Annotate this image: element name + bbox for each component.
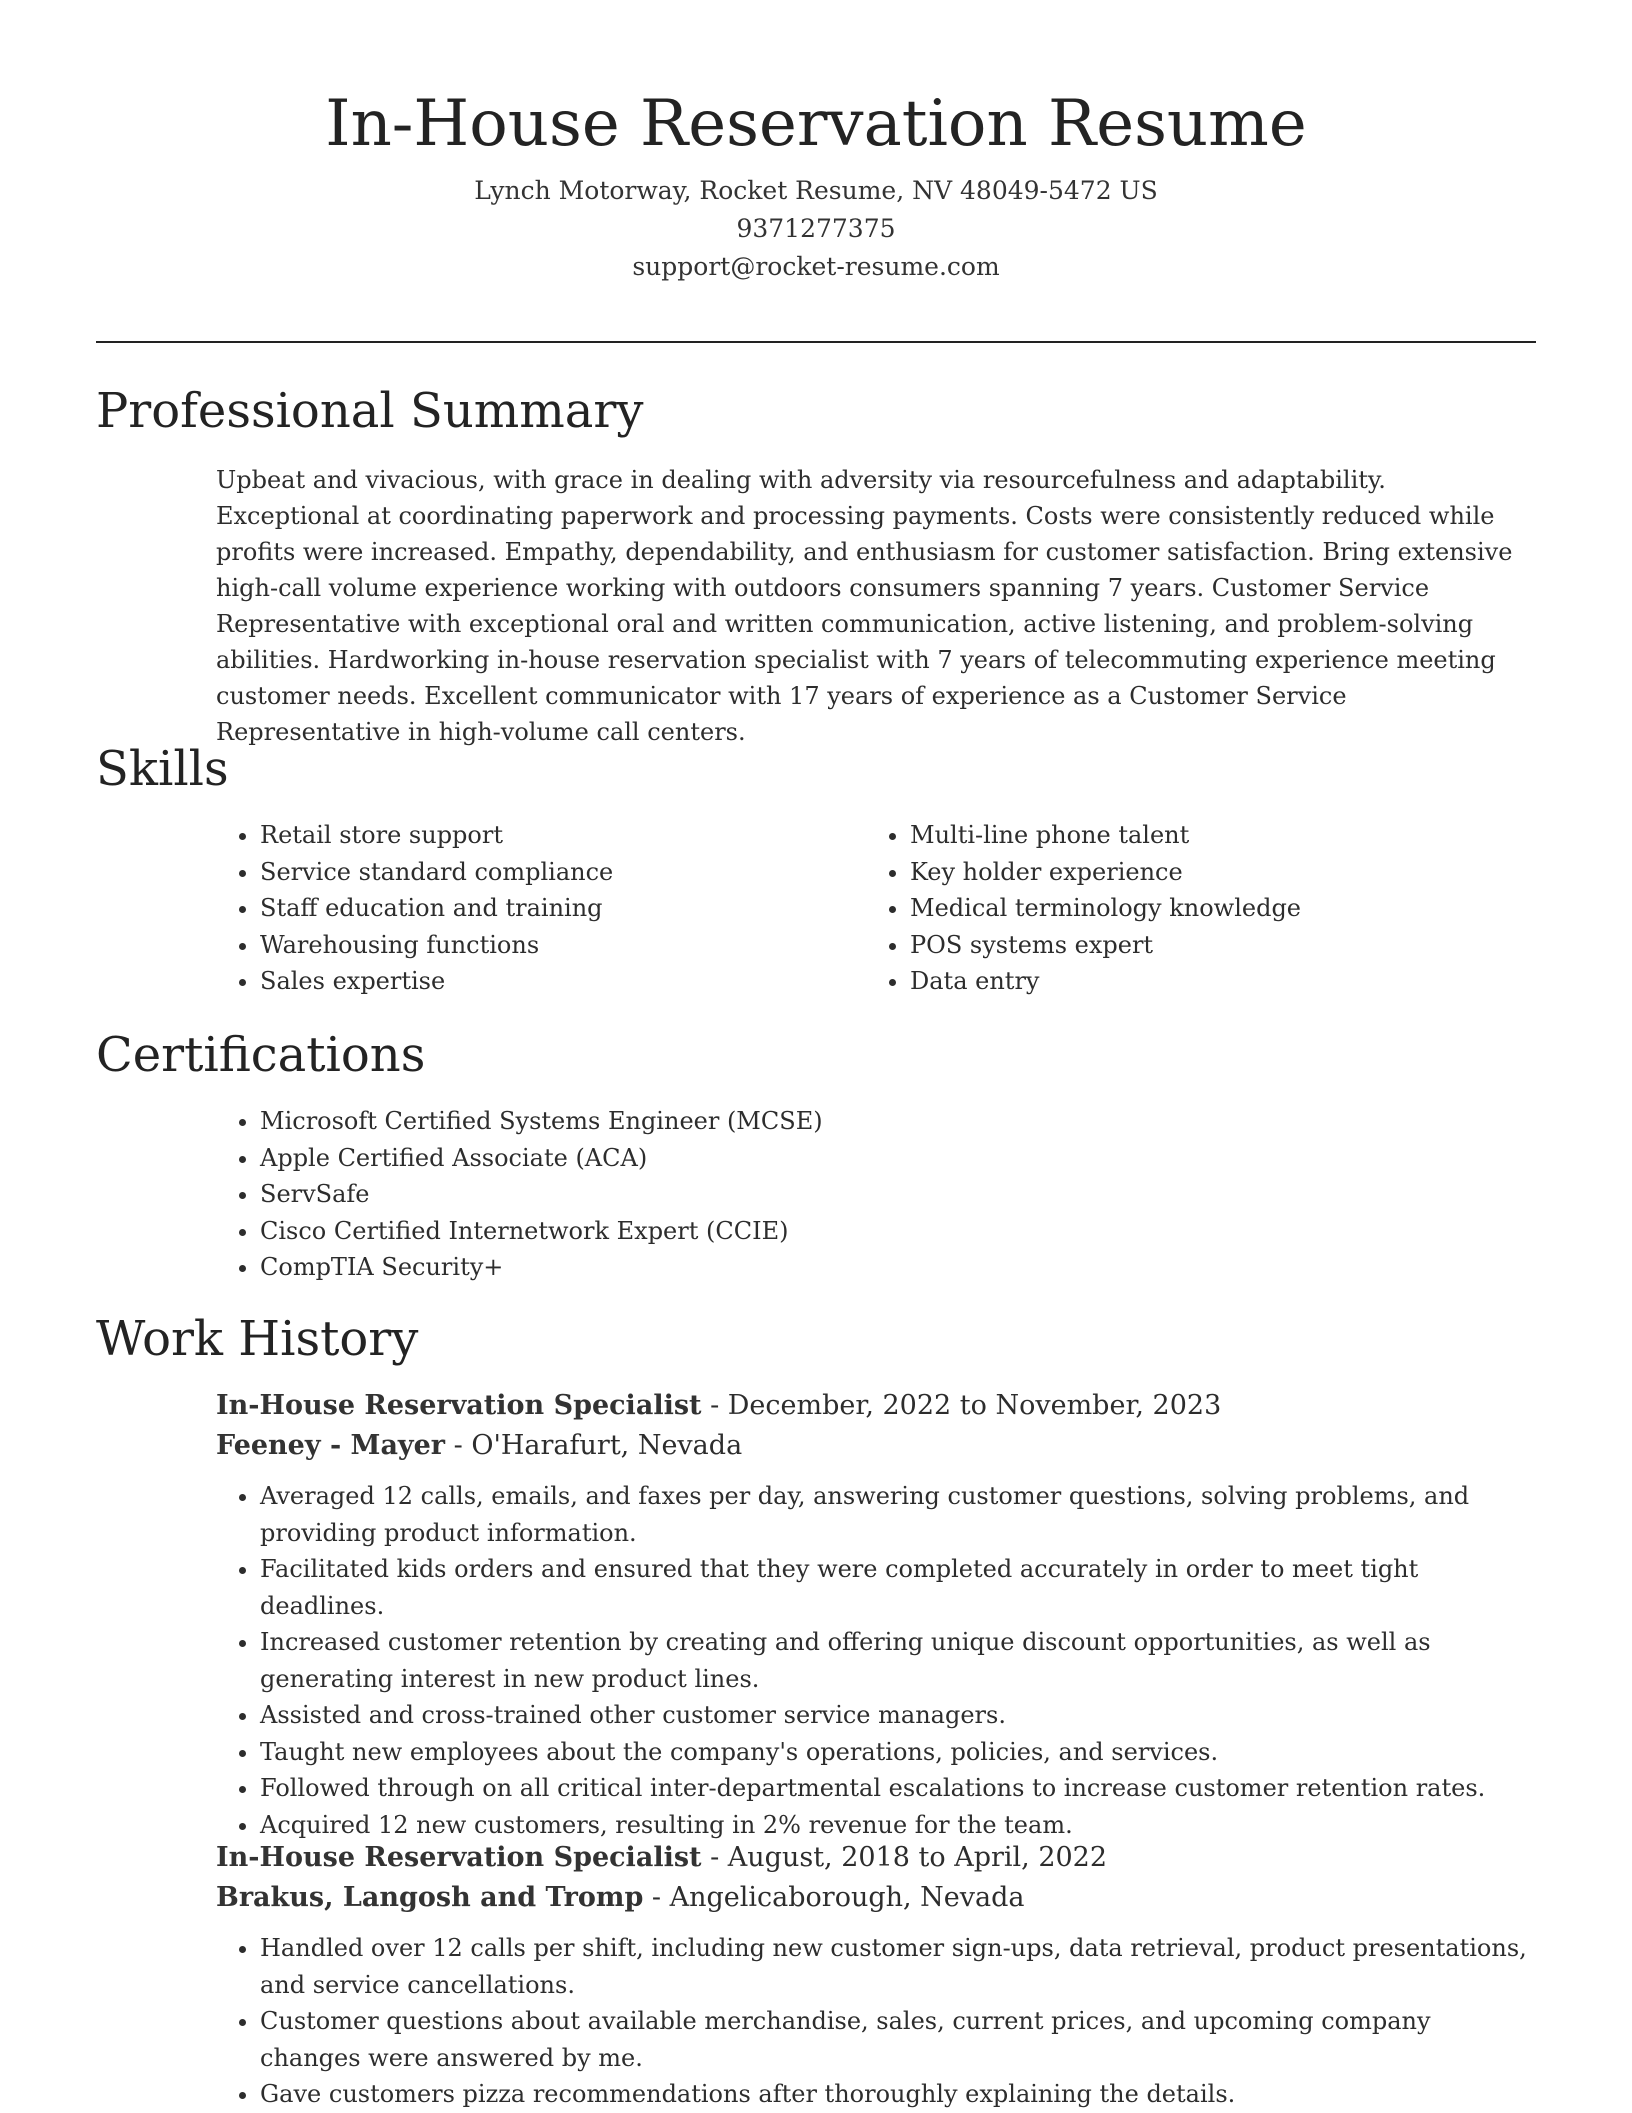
contact-phone: 9371277375 bbox=[736, 214, 896, 243]
list-item: • Assisted and cross-trained other customer service managers. bbox=[260, 1697, 1536, 1734]
certifications-heading: Certifications bbox=[96, 1027, 426, 1083]
job-location: - O'Harafurt, Nevada bbox=[445, 1430, 743, 1461]
list-item: • Staff education and training bbox=[260, 890, 816, 927]
header-divider bbox=[96, 341, 1536, 343]
job-bullets bbox=[216, 1930, 1536, 2113]
job-company-line bbox=[216, 1426, 1536, 1466]
certifications-list bbox=[216, 1103, 1532, 1286]
list-item: • Gave customers pizza recommendations after thoroughly explaining the details. bbox=[260, 2076, 1536, 2113]
list-item: • Followed through on all critical inter-departmental escalations to increase customer retention rates. bbox=[260, 1770, 1536, 1807]
list-item: • Facilitated kids orders and ensured that they were completed accurately in order to meet tight deadlines. bbox=[260, 1551, 1536, 1624]
list-item: • Customer questions about available merchandise, sales, current prices, and upcoming company changes were answered by me. bbox=[260, 2003, 1536, 2076]
contact-block bbox=[0, 172, 1632, 286]
job-company: Brakus, Langosh and Tromp bbox=[216, 1882, 644, 1913]
list-item: • Service standard compliance bbox=[260, 854, 816, 891]
job-bullets bbox=[216, 1478, 1536, 1843]
work-history-heading: Work History bbox=[96, 1311, 419, 1367]
contact-address: Lynch Motorway, Rocket Resume, NV 48049-5472 US bbox=[474, 176, 1158, 205]
list-item: • Apple Certified Associate (ACA) bbox=[260, 1140, 1532, 1177]
job-company: Feeney - Mayer bbox=[216, 1430, 446, 1461]
job-entry bbox=[216, 1838, 1536, 2113]
skills-column-right bbox=[866, 817, 1526, 1000]
list-item: • ServSafe bbox=[260, 1176, 1532, 1213]
job-company-line bbox=[216, 1878, 1536, 1918]
list-item: • POS systems expert bbox=[910, 927, 1526, 964]
list-item: • Data entry bbox=[910, 963, 1526, 1000]
skills-column-left bbox=[216, 817, 816, 1000]
skills-list-right bbox=[866, 817, 1526, 1000]
list-item: • Microsoft Certified Systems Engineer (MCSE) bbox=[260, 1103, 1532, 1140]
list-item: • Retail store support bbox=[260, 817, 816, 854]
job-title-line bbox=[216, 1386, 1536, 1426]
job-entry bbox=[216, 1386, 1536, 1843]
list-item: • Averaged 12 calls, emails, and faxes per day, answering customer questions, solving problems, and providing product information. bbox=[260, 1478, 1536, 1551]
list-item: • Cisco Certified Internetwork Expert (CCIE) bbox=[260, 1213, 1532, 1250]
list-item: • Multi-line phone talent bbox=[910, 817, 1526, 854]
resume-header bbox=[0, 82, 1632, 286]
skills-list-left bbox=[216, 817, 816, 1000]
list-item: • Sales expertise bbox=[260, 963, 816, 1000]
list-item: • Taught new employees about the company's operations, policies, and services. bbox=[260, 1734, 1536, 1771]
job-title-line bbox=[216, 1838, 1536, 1878]
summary-heading: Professional Summary bbox=[96, 383, 644, 439]
job-dates: - December, 2022 to November, 2023 bbox=[701, 1390, 1222, 1421]
skills-heading: Skills bbox=[96, 741, 229, 797]
list-item: • CompTIA Security+ bbox=[260, 1249, 1532, 1286]
list-item: • Medical terminology knowledge bbox=[910, 890, 1526, 927]
job-title: In-House Reservation Specialist bbox=[216, 1842, 702, 1873]
list-item: • Handled over 12 calls per shift, including new customer sign-ups, data retrieval, product presentations, and service cancellations. bbox=[260, 1930, 1536, 2003]
summary-text: Upbeat and vivacious, with grace in dealing with adversity via resourcefulness and adaptability. Exceptional at coordinating paperwork and processing payments. Costs were consistently reduced while profits were increased. Empathy, dependability, and enthusiasm for customer satisfaction. Bring extensive high-call volume experience working with outdoors consumers spanning 7 years. Customer Service Representative with exceptional oral and written communication, active listening, and problem-solving abilities. Hardworking in-house reservation specialist with 7 years of telecommuting experience meeting customer needs. Excellent communicator with 17 years of experience as a Customer Service Representative in high-volume call centers. bbox=[216, 466, 1513, 746]
list-item: • Acquired 12 new customers, resulting in 2% revenue for the team. bbox=[260, 1807, 1536, 1844]
job-location: - Angelicaborough, Nevada bbox=[643, 1882, 1025, 1913]
resume-title: In-House Reservation Resume bbox=[325, 87, 1307, 161]
certifications-block bbox=[216, 1103, 1532, 1286]
list-item: • Key holder experience bbox=[910, 854, 1526, 891]
job-dates: - August, 2018 to April, 2022 bbox=[701, 1842, 1108, 1873]
list-item: • Warehousing functions bbox=[260, 927, 816, 964]
list-item: • Increased customer retention by creating and offering unique discount opportunities, as well as generating interest in new product lines. bbox=[260, 1624, 1536, 1697]
contact-email: support@rocket-resume.com bbox=[632, 252, 1000, 281]
job-title: In-House Reservation Specialist bbox=[216, 1390, 702, 1421]
